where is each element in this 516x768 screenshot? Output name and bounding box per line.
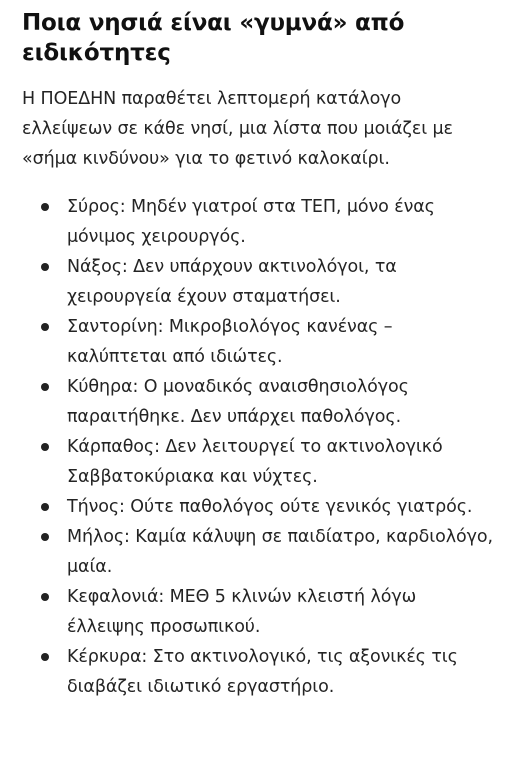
bullet-icon [41,593,49,601]
list-item [22,582,494,642]
bullet-icon [41,203,49,211]
list-item-text: Μήλος: Καμία κάλυψη σε παιδίατρο, καρδιολόγο, μαία. [67,527,493,577]
list-item [22,432,494,492]
list-item-text: Σαντορίνη: Μικροβιολόγος κανένας – καλύπτεται από ιδιώτες. [67,317,393,367]
list-item-text: Κύθηρα: Ο μοναδικός αναισθησιολόγος παραιτήθηκε. Δεν υπάρχει παθολόγος. [67,377,409,427]
list-item-text: Νάξος: Δεν υπάρχουν ακτινολόγοι, τα χειρουργεία έχουν σταματήσει. [67,257,397,307]
bullet-icon [41,383,49,391]
list-item [22,642,494,702]
bullet-icon [41,443,49,451]
bullet-icon [41,263,49,271]
list-item [22,492,494,522]
list-item-text: Κέρκυρα: Στο ακτινολογικό, τις αξονικές τις διαβάζει ιδιωτικό εργαστήριο. [67,647,458,697]
list-item-text: Κάρπαθος: Δεν λειτουργεί το ακτινολογικό Σαββατοκύριακα και νύχτες. [67,437,443,487]
list-item [22,192,494,252]
section-heading: Ποια νησιά είναι «γυμνά» από ειδικότητες [22,10,405,66]
list-item-text: Κεφαλονιά: ΜΕΘ 5 κλινών κλειστή λόγω έλλειψης προσωπικού. [67,587,417,637]
list-item [22,522,494,582]
bullet-icon [41,323,49,331]
bullet-icon [41,653,49,661]
list-item [22,252,494,312]
list-item [22,372,494,432]
bullet-icon [41,533,49,541]
intro-paragraph: Η ΠΟΕΔΗΝ παραθέτει λεπτομερή κατάλογο ελλείψεων σε κάθε νησί, μια λίστα που μοιάζει με «σήμα κινδύνου» για το φετινό καλοκαίρι. [22,89,453,169]
list-item-text: Σύρος: Μηδέν γιατροί στα ΤΕΠ, μόνο ένας μόνιμος χειρουργός. [67,197,435,247]
list-item-text: Τήνος: Ούτε παθολόγος ούτε γενικός γιατρός. [67,497,473,517]
island-shortages-list [22,192,494,702]
list-item [22,312,494,372]
bullet-icon [41,503,49,511]
